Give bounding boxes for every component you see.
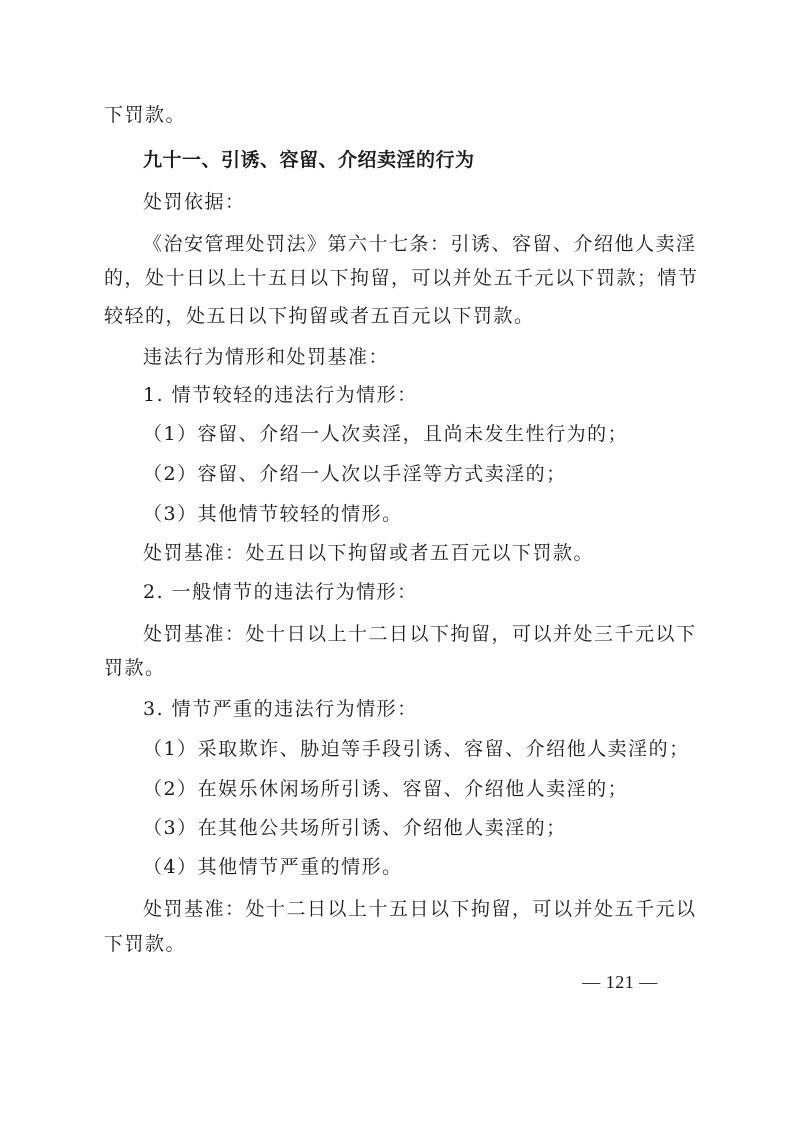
page-number: — 121 — xyxy=(582,972,658,992)
minor-case-heading: 1. 情节较轻的违法行为情形： xyxy=(143,384,418,406)
law-text-line-1: 《治安管理处罚法》第六十七条：引诱、容留、介绍他人卖淫 xyxy=(143,233,697,255)
general-case-penalty-line-1: 处罚基准：处十日以上十二日以下拘留，可以并处三千元以下 xyxy=(143,623,697,645)
serious-case-penalty-line-2: 下罚款。 xyxy=(104,933,187,955)
general-case-heading: 2. 一般情节的违法行为情形： xyxy=(143,581,418,603)
minor-case-penalty: 处罚基准：处五日以下拘留或者五百元以下罚款。 xyxy=(143,542,595,564)
serious-case-heading: 3. 情节严重的违法行为情形： xyxy=(143,698,418,720)
general-case-penalty-line-2: 罚款。 xyxy=(104,657,166,679)
serious-case-item-1: （1）采取欺诈、胁迫等手段引诱、容留、介绍他人卖淫的； xyxy=(143,738,690,760)
serious-case-item-2: （2）在娱乐休闲场所引诱、容留、介绍他人卖淫的； xyxy=(143,778,629,800)
law-text-line-3: 较轻的，处五日以下拘留或者五百元以下罚款。 xyxy=(104,305,535,327)
text-line-continuation: 下罚款。 xyxy=(104,104,187,126)
minor-case-item-2: （2）容留、介绍一人次以手淫等方式卖淫的； xyxy=(143,463,567,485)
serious-case-penalty-line-1: 处罚基准：处十二日以上十五日以下拘留，可以并处五千元以 xyxy=(143,898,697,920)
criteria-label: 违法行为情形和处罚基准： xyxy=(143,346,390,368)
law-text-line-2: 的，处十日以上十五日以下拘留，可以并处五千元以下罚款；情节 xyxy=(104,267,699,289)
serious-case-item-4: （4）其他情节严重的情形。 xyxy=(143,856,403,878)
basis-label: 处罚依据： xyxy=(143,191,246,213)
section-heading: 九十一、引诱、容留、介绍卖淫的行为 xyxy=(143,149,475,171)
minor-case-item-1: （1）容留、介绍一人次卖淫，且尚未发生性行为的； xyxy=(143,423,629,445)
serious-case-item-3: （3）在其他公共场所引诱、介绍他人卖淫的； xyxy=(143,817,567,839)
minor-case-item-3: （3）其他情节较轻的情形。 xyxy=(143,503,403,525)
